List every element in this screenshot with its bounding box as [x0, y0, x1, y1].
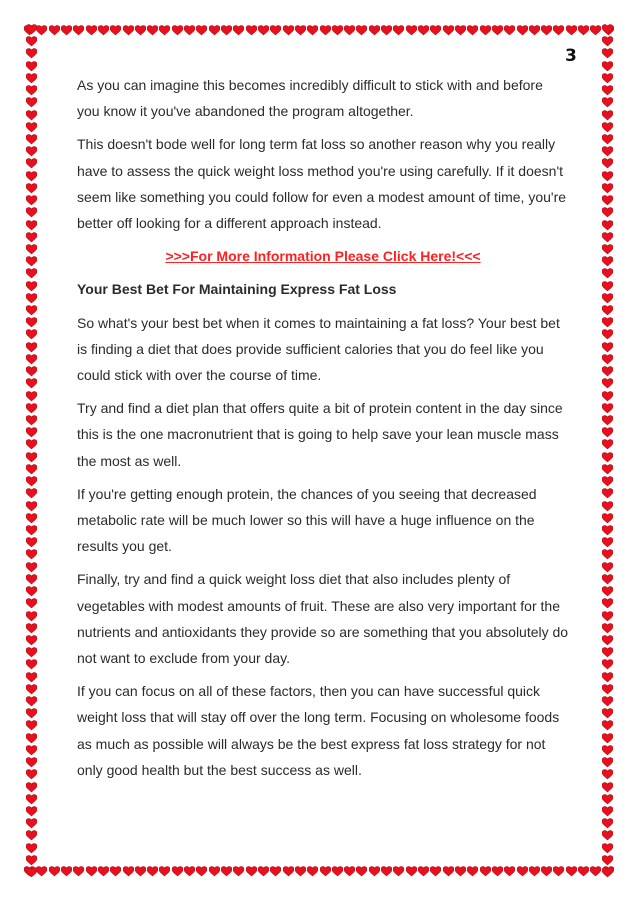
heart-icon: [467, 25, 478, 36]
heart-icon: [602, 36, 613, 47]
heart-icon: [283, 25, 294, 36]
heart-icon: [61, 25, 72, 36]
heart-icon: [26, 146, 37, 157]
heart-icon: [529, 25, 540, 36]
heart-icon: [602, 782, 613, 793]
heart-icon: [553, 25, 564, 36]
heart-icon: [566, 25, 577, 36]
heart-icon: [602, 598, 613, 609]
heart-icon: [26, 537, 37, 548]
heart-icon: [332, 866, 343, 877]
heart-icon: [320, 866, 331, 877]
heart-icon: [602, 818, 613, 829]
heart-icon: [381, 25, 392, 36]
heart-icon: [209, 866, 220, 877]
heart-icon: [209, 25, 220, 36]
heart-icon: [578, 25, 589, 36]
heart-icon: [602, 696, 613, 707]
heart-icon: [418, 25, 429, 36]
heart-icon: [26, 574, 37, 585]
heart-icon: [26, 48, 37, 59]
heart-icon: [602, 806, 613, 817]
heart-icon: [602, 647, 613, 658]
heart-icon: [26, 549, 37, 560]
heart-icon: [26, 293, 37, 304]
heart-icon: [73, 25, 84, 36]
heart-icon: [110, 866, 121, 877]
heart-icon: [26, 659, 37, 670]
paragraph-6: Finally, try and find a quick weight loss diet that also includes plenty of vegetables with modest amounts of fruit. These are also very important for the nutrients and antioxidants they provide so are something that you absolutely do not want to exclude from your day.: [77, 571, 569, 667]
heart-icon: [246, 25, 257, 36]
heart-icon: [26, 207, 37, 218]
heart-icon: [517, 866, 528, 877]
heart-icon: [602, 97, 613, 108]
heart-icon: [602, 329, 613, 340]
heart-icon: [26, 452, 37, 463]
heart-icon: [602, 317, 613, 328]
heart-icon: [332, 25, 343, 36]
heart-icon: [26, 830, 37, 841]
heart-icon: [26, 122, 37, 133]
heart-icon: [123, 866, 134, 877]
heart-icon: [26, 403, 37, 414]
heart-icon: [26, 733, 37, 744]
heart-icon: [26, 378, 37, 389]
heart-icon: [26, 232, 37, 243]
heart-icon: [602, 391, 613, 402]
heart-icon: [602, 281, 613, 292]
heart-icon: [26, 220, 37, 231]
heart-icon: [517, 25, 528, 36]
heart-icon: [602, 220, 613, 231]
heart-icon: [602, 867, 613, 878]
heart-icon: [602, 501, 613, 512]
heart-icon: [602, 794, 613, 805]
heart-icon: [602, 73, 613, 84]
heart-icon: [26, 354, 37, 365]
heart-icon: [26, 794, 37, 805]
heart-icon: [602, 427, 613, 438]
heart-icon: [270, 25, 281, 36]
heart-icon: [480, 25, 491, 36]
heart-icon: [406, 25, 417, 36]
heart-icon: [98, 866, 109, 877]
heart-icon: [455, 25, 466, 36]
heart-icon: [26, 97, 37, 108]
heart-icon: [123, 25, 134, 36]
heart-icon: [135, 866, 146, 877]
heart-icon: [270, 866, 281, 877]
heart-icon: [26, 244, 37, 255]
heart-icon: [602, 354, 613, 365]
heart-icon: [295, 866, 306, 877]
paragraph-3: So what's your best bet when it comes to maintaining a fat loss? Your best bet is finding a diet that does provide sufficient calories that you do feel like you could stick with over the course of time.: [77, 314, 560, 384]
heart-icon: [602, 830, 613, 841]
heart-icon: [307, 866, 318, 877]
heart-border-right: [598, 24, 616, 879]
heart-icon: [26, 684, 37, 695]
heart-icon: [184, 25, 195, 36]
heart-icon: [26, 782, 37, 793]
heart-icon: [602, 855, 613, 866]
heart-icon: [356, 25, 367, 36]
heart-icon: [393, 25, 404, 36]
heart-border-left: [22, 24, 40, 879]
heart-icon: [26, 366, 37, 377]
paragraph-2: This doesn't bode well for long term fat loss so another reason why you really have to assess the quick weight loss method you're using carefully. If it doesn't seem like something you could follow for even a modest amount of time, you're better off looking for a different approach instead.: [77, 136, 567, 232]
heart-icon: [26, 696, 37, 707]
heart-icon: [541, 866, 552, 877]
heart-icon: [455, 866, 466, 877]
heart-icon: [602, 659, 613, 670]
heart-icon: [26, 268, 37, 279]
heart-icon: [26, 195, 37, 206]
heart-icon: [26, 464, 37, 475]
heart-border-top: [24, 21, 614, 39]
heart-icon: [344, 866, 355, 877]
heart-icon: [344, 25, 355, 36]
heart-icon: [26, 439, 37, 450]
heart-icon: [602, 586, 613, 597]
heart-icon: [602, 611, 613, 622]
heart-icon: [184, 866, 195, 877]
heart-icon: [602, 183, 613, 194]
heart-icon: [566, 866, 577, 877]
heart-icon: [467, 866, 478, 877]
heart-icon: [26, 708, 37, 719]
heart-icon: [602, 623, 613, 634]
heart-icon: [602, 464, 613, 475]
heart-icon: [369, 25, 380, 36]
heart-icon: [86, 866, 97, 877]
heart-icon: [602, 403, 613, 414]
heart-icon: [26, 61, 37, 72]
heart-icon: [602, 158, 613, 169]
paragraph-5: If you're getting enough protein, the chances of you seeing that decreased metabolic rate will be much lower so this will have a huge influence on the results you get.: [77, 485, 537, 555]
heart-icon: [602, 342, 613, 353]
paragraph-1: As you can imagine this becomes incredibly difficult to stick with and before you know it you've abandoned the program altogether.: [77, 77, 543, 120]
heart-icon: [602, 48, 613, 59]
heart-icon: [26, 525, 37, 536]
heart-icon: [26, 85, 37, 96]
heart-icon: [147, 25, 158, 36]
heart-icon: [26, 720, 37, 731]
heart-icon: [26, 391, 37, 402]
heart-icon: [602, 134, 613, 145]
heart-icon: [26, 562, 37, 573]
heart-icon: [602, 476, 613, 487]
heart-icon: [602, 720, 613, 731]
heart-icon: [26, 476, 37, 487]
heart-icon: [602, 452, 613, 463]
heart-icon: [26, 171, 37, 182]
heart-icon: [26, 769, 37, 780]
heart-icon: [480, 866, 491, 877]
heart-icon: [602, 85, 613, 96]
heart-icon: [602, 549, 613, 560]
paragraph-4: Try and find a diet plan that offers quite a bit of protein content in the day since this is the one macronutrient that is going to help save your lean muscle mass the most as well.: [77, 400, 563, 469]
more-info-link[interactable]: >>>For More Information Please Click Here!<<<: [165, 248, 481, 265]
heart-icon: [369, 866, 380, 877]
heart-icon: [602, 195, 613, 206]
heart-icon: [26, 73, 37, 84]
heart-icon: [320, 25, 331, 36]
heart-icon: [602, 293, 613, 304]
heart-icon: [26, 647, 37, 658]
heart-icon: [73, 866, 84, 877]
heart-icon: [295, 25, 306, 36]
heart-icon: [26, 855, 37, 866]
heart-icon: [492, 866, 503, 877]
heart-icon: [393, 866, 404, 877]
heart-icon: [602, 672, 613, 683]
heart-icon: [26, 745, 37, 756]
heart-icon: [504, 25, 515, 36]
heart-icon: [602, 684, 613, 695]
heart-icon: [159, 866, 170, 877]
heart-icon: [602, 378, 613, 389]
heart-icon: [147, 866, 158, 877]
heart-icon: [602, 366, 613, 377]
heart-icon: [602, 207, 613, 218]
heart-icon: [26, 501, 37, 512]
heart-icon: [529, 866, 540, 877]
heart-icon: [26, 843, 37, 854]
section-heading: Your Best Bet For Maintaining Express Fat Loss: [77, 281, 397, 298]
heart-icon: [221, 866, 232, 877]
heart-border-bottom: [24, 862, 614, 880]
heart-icon: [602, 256, 613, 267]
heart-icon: [196, 866, 207, 877]
heart-icon: [233, 866, 244, 877]
heart-icon: [26, 36, 37, 47]
heart-icon: [492, 25, 503, 36]
heart-icon: [98, 25, 109, 36]
heart-icon: [602, 843, 613, 854]
heart-icon: [430, 25, 441, 36]
paragraph-7: If you can focus on all of these factors, then you can have successful quick weight loss that will stay off over the long term. Focusing on wholesome foods as much as possible will always be the best express fat loss strategy for not only good health but the best success as well.: [77, 683, 560, 778]
heart-icon: [196, 25, 207, 36]
heart-icon: [26, 305, 37, 316]
more-info-line: [77, 243, 569, 269]
heart-icon: [26, 635, 37, 646]
heart-icon: [26, 818, 37, 829]
heart-icon: [602, 562, 613, 573]
heart-icon: [283, 866, 294, 877]
heart-icon: [602, 574, 613, 585]
heart-icon: [602, 708, 613, 719]
heart-icon: [246, 866, 257, 877]
heart-icon: [26, 342, 37, 353]
heart-icon: [541, 25, 552, 36]
heart-icon: [578, 866, 589, 877]
heart-icon: [26, 415, 37, 426]
heart-icon: [26, 329, 37, 340]
heart-icon: [443, 866, 454, 877]
heart-icon: [602, 122, 613, 133]
heart-icon: [602, 488, 613, 499]
heart-icon: [26, 317, 37, 328]
heart-icon: [26, 513, 37, 524]
heart-icon: [443, 25, 454, 36]
heart-icon: [26, 183, 37, 194]
heart-icon: [159, 25, 170, 36]
heart-icon: [258, 25, 269, 36]
heart-icon: [602, 745, 613, 756]
heart-icon: [602, 635, 613, 646]
heart-icon: [381, 866, 392, 877]
heart-icon: [26, 158, 37, 169]
heart-icon: [86, 25, 97, 36]
heart-icon: [26, 281, 37, 292]
heart-icon: [26, 256, 37, 267]
heart-icon: [602, 24, 613, 35]
heart-icon: [26, 586, 37, 597]
heart-icon: [602, 171, 613, 182]
heart-icon: [553, 866, 564, 877]
heart-icon: [172, 25, 183, 36]
heart-icon: [26, 110, 37, 121]
heart-icon: [406, 866, 417, 877]
heart-icon: [602, 61, 613, 72]
heart-icon: [418, 866, 429, 877]
heart-icon: [307, 25, 318, 36]
heart-icon: [602, 244, 613, 255]
heart-icon: [26, 672, 37, 683]
heart-icon: [172, 866, 183, 877]
heart-icon: [26, 598, 37, 609]
heart-icon: [602, 415, 613, 426]
heart-icon: [61, 866, 72, 877]
heart-icon: [430, 866, 441, 877]
heart-icon: [26, 867, 37, 878]
heart-icon: [602, 525, 613, 536]
heart-icon: [26, 488, 37, 499]
heart-icon: [602, 733, 613, 744]
heart-icon: [233, 25, 244, 36]
heart-icon: [110, 25, 121, 36]
heart-icon: [258, 866, 269, 877]
heart-icon: [26, 757, 37, 768]
heart-icon: [26, 24, 37, 35]
heart-icon: [504, 866, 515, 877]
heart-icon: [602, 769, 613, 780]
heart-icon: [602, 305, 613, 316]
heart-icon: [26, 611, 37, 622]
heart-icon: [602, 110, 613, 121]
document-body: [77, 72, 569, 790]
heart-icon: [221, 25, 232, 36]
heart-icon: [602, 146, 613, 157]
page-number: 3: [565, 46, 577, 66]
heart-icon: [26, 623, 37, 634]
heart-icon: [356, 866, 367, 877]
heart-icon: [49, 25, 60, 36]
heart-icon: [602, 537, 613, 548]
heart-icon: [26, 427, 37, 438]
heart-icon: [26, 134, 37, 145]
heart-icon: [49, 866, 60, 877]
heart-icon: [602, 268, 613, 279]
heart-icon: [26, 806, 37, 817]
heart-icon: [602, 757, 613, 768]
heart-icon: [602, 439, 613, 450]
heart-icon: [602, 232, 613, 243]
heart-icon: [602, 513, 613, 524]
heart-icon: [135, 25, 146, 36]
